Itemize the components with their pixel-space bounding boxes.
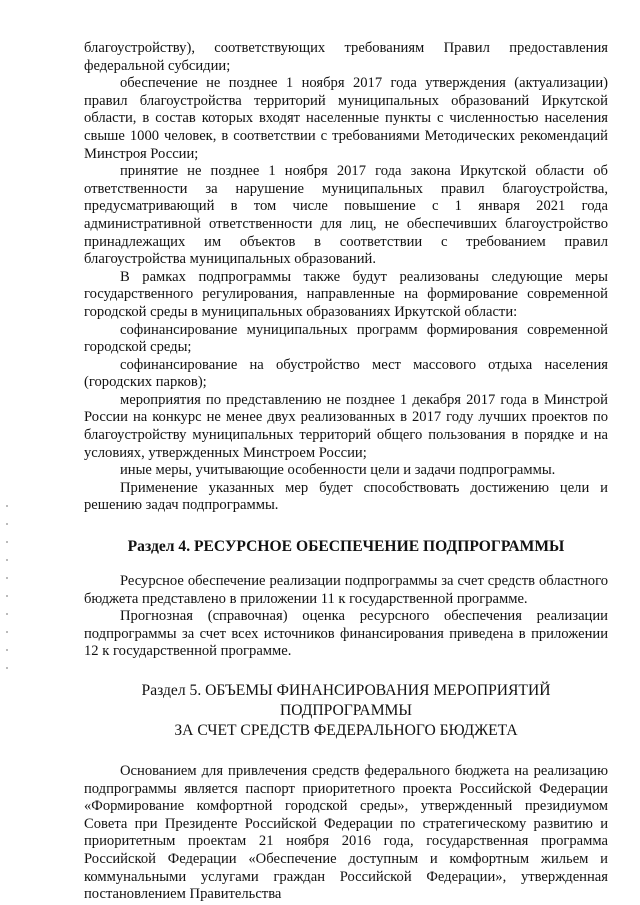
paragraph: иные меры, учитывающие особенности цели и задачи подпрограммы. [120,462,556,479]
paragraph: Применение указанных мер будет способствовать достижению цели и решению задач подпрограммы. [84,479,608,514]
scan-margin-marks [6,505,10,685]
section-5-heading-line-2: ЗА СЧЕТ СРЕДСТВ ФЕДЕРАЛЬНОГО БЮДЖЕТА [174,722,518,739]
paragraph: Ресурсное обеспечение реализации подпрограммы за счет средств областного бюджета представлено в приложении 11 к государственной программе. [84,573,608,607]
paragraph: Прогнозная (справочная) оценка ресурсного обеспечения реализации подпрограммы за счет всех источников финансирования приведена в приложении 12 к государственной программе. [84,608,608,660]
paragraph: Основанием для привлечения средств федерального бюджета на реализацию подпрограммы является паспорт приоритетного проекта Российской Федерации «Формирование комфортной городской среды», утвержденный президиумом Совета при Президенте Российской Федерации по стратегическому развитию и приоритетным проектам 21 ноября 2016 года, государственная программа Российской Федерации «Обеспечение доступным и комфортным жильем и коммунальными услугами граждан Российской Федерации», утвержденная постановлением Правительства [84,763,608,903]
paragraph: обеспечение не позднее 1 ноября 2017 года утверждения (актуализации) правил благоустройства территорий муниципальных образований Иркутской области, в состав которых входят населенные пункты с численностью населения свыше 1000 человек, в соответствии с требованиями Методических рекомендаций Минстроя России; [84,75,608,162]
section-4-heading: Раздел 4. РЕСУРСНОЕ ОБЕСПЕЧЕНИЕ ПОДПРОГРАММЫ [127,538,565,556]
section-5-heading-line-1: Раздел 5. ОБЪЕМЫ ФИНАНСИРОВАНИЯ МЕРОПРИЯТИЙ ПОДПРОГРАММЫ [141,682,551,719]
section-5-heading [84,681,608,741]
paragraph: софинансирование на обустройство мест массового отдыха населения (городских парков); [84,356,608,391]
paragraph: принятие не позднее 1 ноября 2017 года закона Иркутской области об ответственности за нарушение муниципальных правил благоустройства, предусматривающий в том числе повышение с 1 января 2021 года административной ответственности для лиц, не обеспечивших благоустройство принадлежащих им объектов в соответствии с требованием правил благоустройства муниципальных образований. [84,163,608,268]
paragraph: В рамках подпрограммы также будут реализованы следующие меры государственного регулирования, направленные на формирование современной городской среды в муниципальных образованиях Иркутской области: [84,268,608,320]
document-body [84,40,608,904]
paragraph: софинансирование муниципальных программ формирования современной городской среды; [84,321,608,356]
paragraph: благоустройству), соответствующих требованиям Правил предоставления федеральной субсидии; [84,40,608,74]
paragraph: мероприятия по представлению не позднее 1 декабря 2017 года в Минстрой России на конкурс не менее двух реализованных в 2017 году лучших проектов по благоустройству муниципальных территорий общего пользования в порядке и на условиях, утвержденных Минстроем России; [84,391,608,461]
